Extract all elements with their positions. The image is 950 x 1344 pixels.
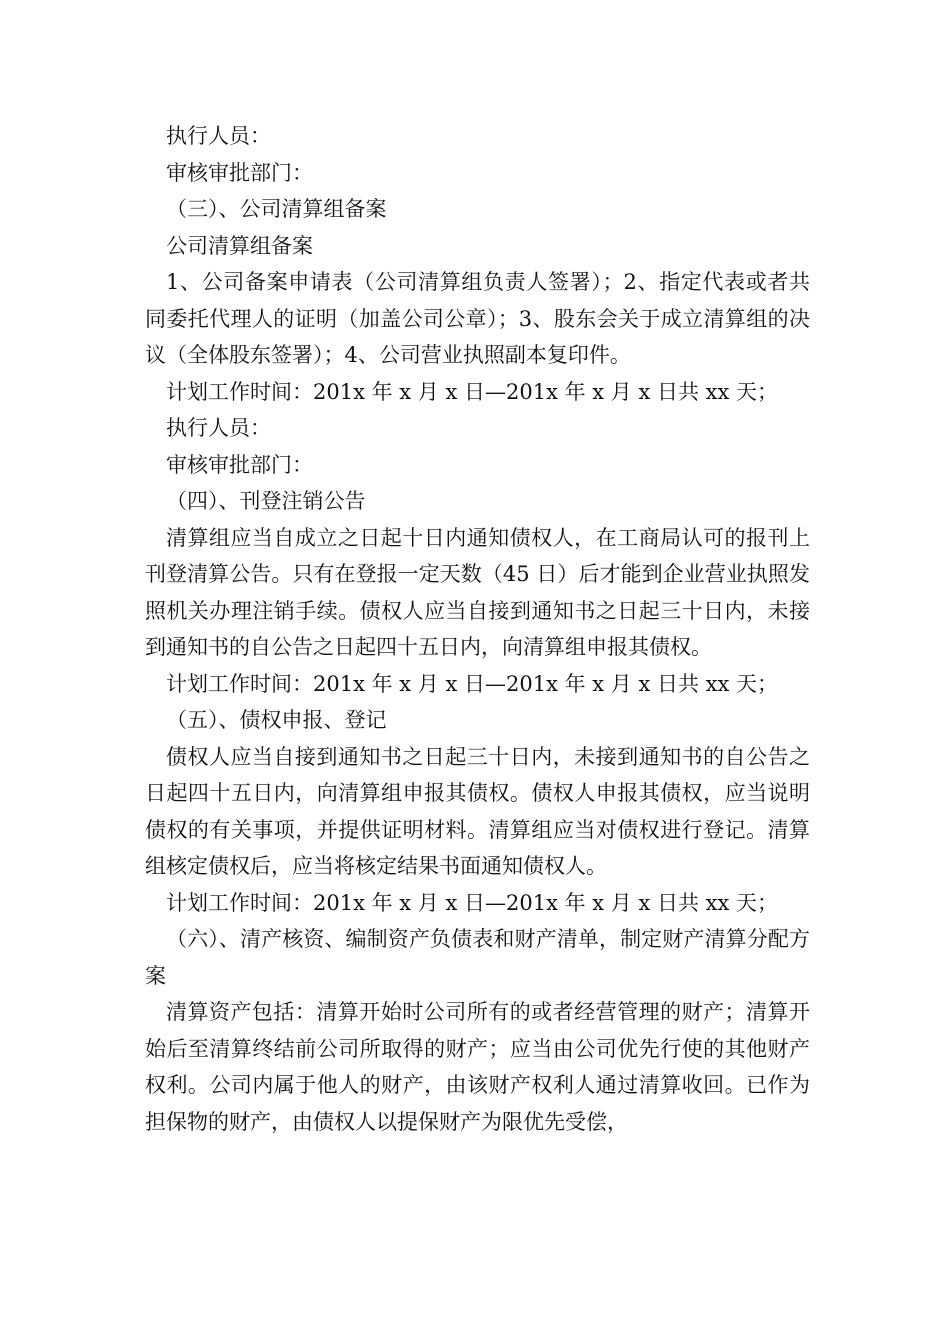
section-heading-4: （四）、刊登注销公告 [166,489,366,513]
subheading-liquidation-filing: 公司清算组备案 [166,233,313,258]
claims-registration-paragraph: 债权人应当自接到通知书之日起三十日内，未接到通知书的自公告之日起四十五日内，向清算组申报其债权。债权人申报其债权，应当说明债权的有关事项，并提供证明材料。清算组应当对债权进行登记。清算组核定债权后，应当将核定结果书面通知债权人。 [145,744,810,878]
section-heading-6: （六）、清产核资、编制资产负债表和财产清单，制定财产清算分配方案 [145,927,810,988]
planned-time-line: 计划工作时间：201x 年 x 月 x 日—201x 年 x 月 x 日共 xx 天； [166,671,779,696]
executor-label: 执行人员： [166,124,271,148]
planned-time-line: 计划工作时间：201x 年 x 月 x 日—201x 年 x 月 x 日共 xx 天； [166,890,779,915]
planned-time-line: 计划工作时间：201x 年 x 月 x 日—201x 年 x 月 x 日共 xx 天； [166,379,779,404]
section-heading-5: （五）、债权申报、登记 [166,708,387,732]
section-heading-3: （三）、公司清算组备案 [166,197,387,221]
filing-documents-paragraph: 1、公司备案申请表（公司清算组负责人签署）；2、指定代表或者共同委托代理人的证明（加盖公司公章）；3、股东会关于成立清算组的决议（全体股东签署）；4、公司营业执照副本复印件。 [145,270,810,367]
approval-department-label: 审核审批部门： [166,452,313,477]
executor-label: 执行人员： [166,416,271,440]
announcement-paragraph: 清算组应当自成立之日起十日内通知债权人，在工商局认可的报刊上刊登清算公告。只有在登报一定天数（45 日）后才能到企业营业执照发照机关办理注销手续。债权人应当自接到通知书之日起三十日内，未接到通知书的自公告之日起四十五日内，向清算组申报其债权。 [145,525,810,659]
liquidation-assets-paragraph: 清算资产包括：清算开始时公司所有的或者经营管理的财产；清算开始后至清算终结前公司所取得的财产；应当由公司优先行使的其他财产权利。公司内属于他人的财产，由该财产权利人通过清算收回。已作为担保物的财产，由债权人以提保财产为限优先受偿， [145,1000,810,1134]
document-body [145,118,810,1140]
approval-department-label: 审核审批部门： [166,160,313,185]
